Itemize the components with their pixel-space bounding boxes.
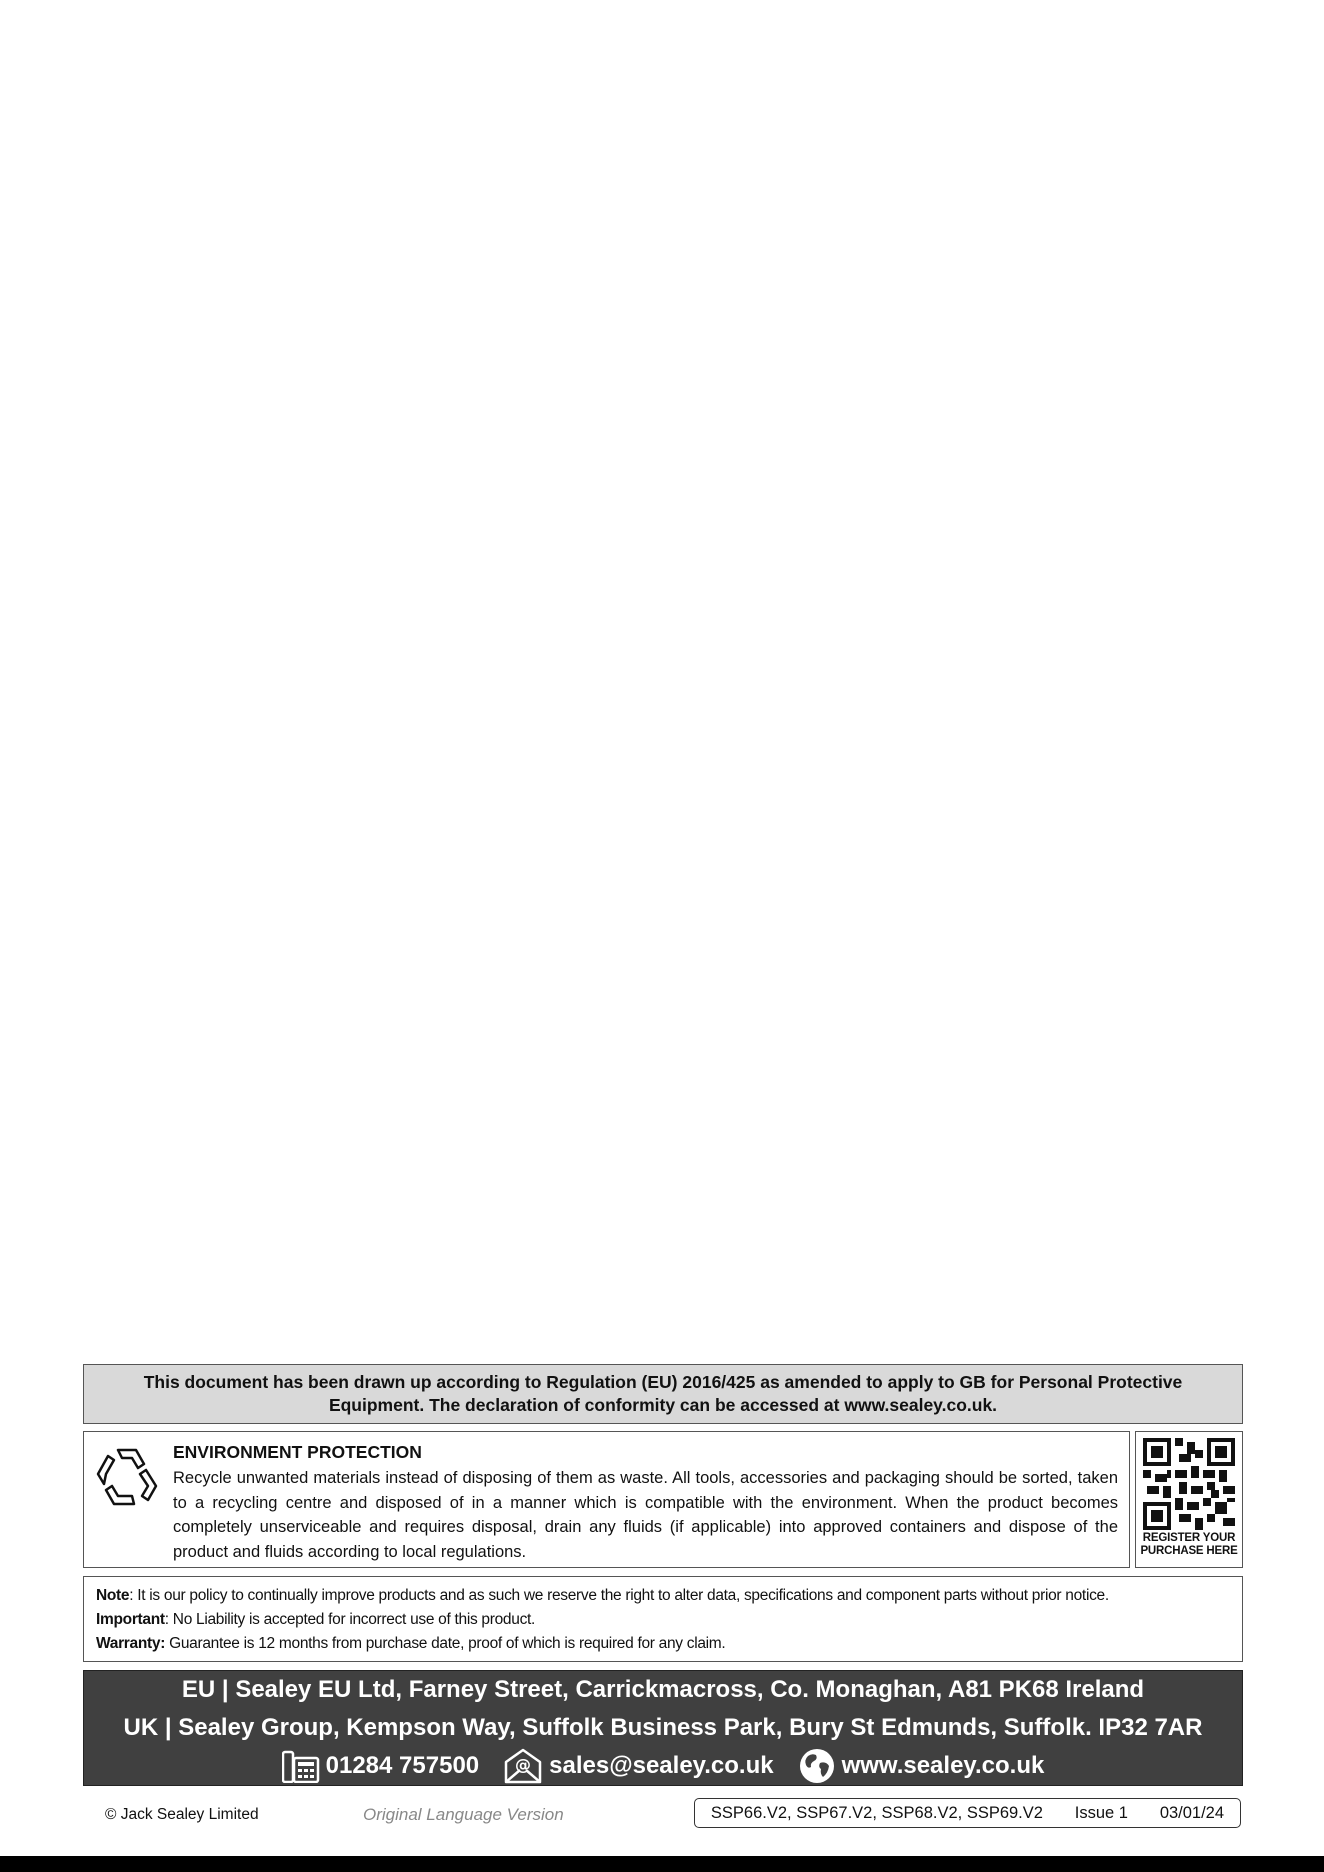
email-icon (503, 1748, 543, 1784)
contact-row (84, 1747, 1242, 1785)
regulation-line-1: This document has been drawn up according to Regulation (EU) 2016/425 as amended to apply to GB for Personal Protective (143, 1372, 1183, 1392)
qr-caption (1140, 1532, 1237, 1558)
svg-text:@: @ (515, 1755, 532, 1774)
important-line (96, 1608, 1230, 1632)
regulation-line-2: Equipment. The declaration of conformity can be accessed at www.sealey.co.uk. (328, 1395, 998, 1415)
environment-protection-box (83, 1431, 1130, 1568)
recycle-icon (94, 1444, 160, 1510)
legal-notes-box (83, 1576, 1243, 1662)
warranty-text: Guarantee is 12 months from purchase date, proof of which is required for any claim. (165, 1635, 726, 1652)
language-version: Original Language Version (363, 1805, 564, 1824)
environment-text: Recycle unwanted materials instead of disposing of them as waste. All tools, accessories and packaging should be sorted, taken to a recycling centre and disposed of in a manner which is compatible with the environment. When the product becomes completely unserviceable and requires disposal, drain any fluids (if applicable) into approved containers and dispose of the product and fluids according to local regulations. (173, 1469, 1118, 1561)
copyright: © Jack Sealey Limited (105, 1806, 259, 1823)
warranty-line (96, 1632, 1230, 1656)
website-link: www.sealey.co.uk (841, 1752, 1045, 1779)
note-line (96, 1584, 1230, 1608)
email-address: sales@sealey.co.uk (549, 1752, 774, 1779)
qr-caption-line-1: REGISTER YOUR (1142, 1532, 1236, 1544)
qr-code-icon[interactable] (1143, 1438, 1235, 1530)
issue-date: 03/01/24 (1159, 1803, 1225, 1822)
important-text: : No Liability is accepted for incorrect use of this product. (164, 1611, 536, 1628)
page-footer (83, 1798, 1243, 1830)
phone-number: 01284 757500 (325, 1752, 480, 1779)
eu-address: EU | Sealey EU Ltd, Farney Street, Carrickmacross, Co. Monaghan, A81 PK68 Ireland (181, 1676, 1145, 1703)
important-label: Important (96, 1611, 165, 1628)
regulation-notice (83, 1364, 1243, 1424)
globe-icon (798, 1747, 836, 1785)
bottom-edge-bar (0, 1856, 1324, 1872)
email-contact[interactable] (503, 1747, 773, 1785)
phone-contact[interactable] (282, 1747, 480, 1785)
issue-number: Issue 1 (1074, 1803, 1128, 1822)
phone-icon (282, 1749, 320, 1783)
company-address-box (83, 1670, 1243, 1786)
note-text: : It is our policy to continually improve products and as such we reserve the right to alter data, specifications and component parts without prior notice. (129, 1587, 1109, 1604)
model-issue-box (694, 1798, 1241, 1828)
uk-address: UK | Sealey Group, Kempson Way, Suffolk Business Park, Bury St Edmunds, Suffolk. IP32 7AR (123, 1714, 1203, 1741)
register-purchase-box[interactable] (1135, 1431, 1243, 1568)
warranty-label: Warranty: (96, 1635, 166, 1652)
model-numbers: SSP66.V2, SSP67.V2, SSP68.V2, SSP69.V2 (710, 1803, 1043, 1822)
note-label: Note (96, 1587, 130, 1604)
qr-caption-line-2: PURCHASE HERE (1140, 1545, 1238, 1557)
website-contact[interactable] (798, 1747, 1045, 1785)
environment-title: ENVIRONMENT PROTECTION (173, 1442, 422, 1462)
